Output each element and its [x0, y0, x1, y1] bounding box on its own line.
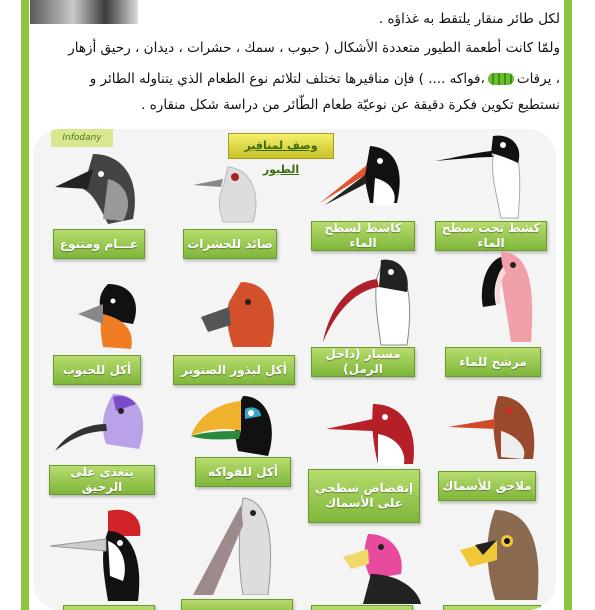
fruit-eater-bird-icon	[183, 391, 283, 461]
label-water-filter: مرشح للماء	[445, 347, 541, 377]
beak-types-figure	[33, 129, 556, 610]
label-fruit-eater: أكل للفواكه	[195, 457, 291, 487]
insect-catcher-bird-icon	[183, 157, 263, 227]
woodpecker-bird-icon	[48, 501, 153, 601]
frame-left-border	[21, 0, 29, 610]
label-general: عـــام ومتنوع	[53, 229, 145, 259]
label-row4-3	[311, 605, 413, 610]
text-line-4: نستطيع تكوين فكرة دقيقة عن نوعيّة طعام الطّائر من دراسة شكل منقاره .	[141, 97, 560, 113]
seed-eater-bird-icon	[63, 279, 143, 354]
water-filter-bird-icon	[451, 247, 546, 347]
label-surface-dive-fish: إنقضاض سطحي على الأسماك	[308, 469, 420, 523]
label-nectar-feeder: يتغذى على الرحيق	[49, 465, 155, 495]
label-fish-chaser: ملاحق للأسماك	[438, 471, 536, 501]
surface-skimmer-bird-icon	[315, 143, 410, 218]
vulture-bird-icon	[323, 529, 423, 604]
text-line-3-part-b: ،فواكه .... ) فإن مناقيرها تختلف لتلائم نوع الطعام الذي يتناوله الطائر و	[89, 71, 485, 87]
label-sub-surface-skimmer: كشط تحت سطح الماء	[435, 221, 547, 251]
text-line-1: لكل طائر منقار يلتقط به غذاؤه .	[378, 11, 560, 27]
general-beak-bird-icon	[53, 149, 143, 229]
text-line-3-part-a: ، يرقات	[516, 71, 560, 87]
pelican-bird-icon	[183, 495, 278, 595]
frame-right-border	[564, 0, 572, 610]
fish-chaser-bird-icon	[443, 391, 543, 461]
label-row4-1	[63, 605, 155, 610]
label-seed-eater: أكل للحبوب	[53, 355, 141, 385]
surface-dive-fish-bird-icon	[323, 399, 423, 469]
label-surface-skimmer: كاشط لسطح الماء	[311, 221, 415, 251]
bird-of-prey-icon	[445, 505, 545, 600]
figure-title: وصف لمناقير الطيور	[228, 133, 334, 159]
label-pine-seed-eater: أكل لبذور الصنوبر	[173, 355, 295, 385]
label-row4-4	[443, 605, 541, 610]
text-line-2: ولمّا كانت أطعمة الطيور متعددة الأشكال ( حبوب ، سمك ، حشرات ، ديدان ، رحيق أزهار	[68, 40, 560, 56]
nectar-feeder-bird-icon	[51, 389, 151, 459]
caterpillar-icon	[488, 73, 514, 85]
sand-probe-bird-icon	[319, 257, 419, 347]
label-insect-catcher: صائد للحشرات	[183, 229, 277, 259]
label-sand-probe: مسبار (داخل الرمل)	[311, 347, 415, 377]
text-line-3	[34, 71, 560, 87]
sub-surface-skimmer-bird-icon	[433, 133, 533, 223]
label-row4-2	[181, 599, 293, 610]
figure-corner-label: Infodany	[51, 129, 113, 147]
pine-seed-eater-bird-icon	[193, 277, 283, 357]
